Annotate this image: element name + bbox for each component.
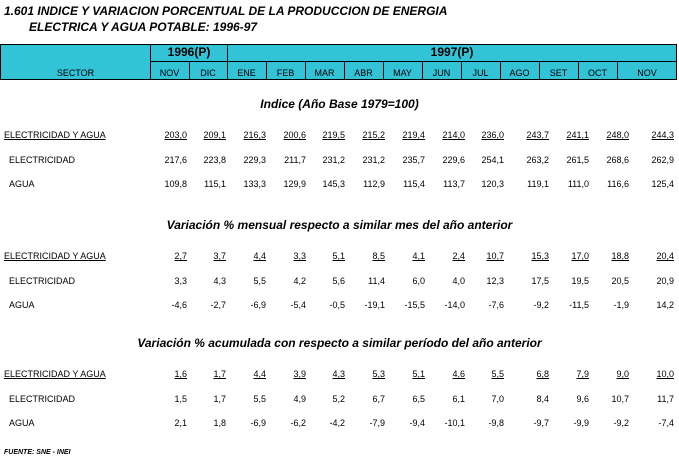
table-cell: 217,6 xyxy=(164,155,187,165)
header-column-divider xyxy=(383,61,384,80)
table-cell: 1,7 xyxy=(213,394,226,404)
table-cell: 243,7 xyxy=(526,130,549,140)
table-cell: 4,2 xyxy=(293,276,306,286)
table-cell: -7,4 xyxy=(658,418,674,428)
table-cell: 6,1 xyxy=(452,394,465,404)
table-cell: 5,5 xyxy=(253,276,266,286)
table-cell: 14,2 xyxy=(656,300,674,310)
table-cell: 9,0 xyxy=(616,369,629,379)
table-cell: 216,3 xyxy=(243,130,266,140)
row-label-total: ELECTRICIDAD Y AGUA xyxy=(4,130,106,140)
row-label: AGUA xyxy=(9,418,35,428)
table-cell: 3,3 xyxy=(293,251,306,261)
header-sector-label: SECTOR xyxy=(56,68,95,78)
table-cell: 200,6 xyxy=(283,130,306,140)
header-column-divider xyxy=(578,61,579,80)
table-cell: 133,3 xyxy=(243,179,266,189)
table-cell: 120,3 xyxy=(481,179,504,189)
header-month-label: NOV xyxy=(159,68,180,78)
table-cell: 7,9 xyxy=(576,369,589,379)
table-cell: 11,4 xyxy=(368,276,385,286)
table-cell: 248,0 xyxy=(606,130,629,140)
table-cell: 236,0 xyxy=(481,130,504,140)
table-cell: 231,2 xyxy=(322,155,345,165)
table-cell: 261,5 xyxy=(566,155,589,165)
table-cell: 3,9 xyxy=(293,369,306,379)
table-cell: 10,7 xyxy=(611,394,629,404)
header-column-divider xyxy=(461,61,462,80)
table-cell: -4,6 xyxy=(171,300,187,310)
table-cell: 1,8 xyxy=(213,418,226,428)
table-cell: 244,3 xyxy=(651,130,674,140)
table-cell: -4,2 xyxy=(329,418,345,428)
table-cell: -2,7 xyxy=(210,300,226,310)
row-label: ELECTRICIDAD xyxy=(9,276,76,286)
table-cell: -5,4 xyxy=(290,300,306,310)
table-cell: 4,1 xyxy=(412,251,425,261)
header-month-label: FEB xyxy=(276,68,295,78)
table-cell: 112,9 xyxy=(363,179,385,189)
table-cell: 20,5 xyxy=(611,276,629,286)
table-cell: 215,2 xyxy=(362,130,385,140)
header-month-label: DIC xyxy=(200,68,216,78)
table-cell: 17,0 xyxy=(571,251,589,261)
table-cell: 20,9 xyxy=(656,276,674,286)
table-cell: 19,5 xyxy=(571,276,589,286)
table-cell: -9,2 xyxy=(613,418,629,428)
table-cell: 263,2 xyxy=(526,155,549,165)
table-cell: 254,1 xyxy=(481,155,504,165)
table-cell: -0,5 xyxy=(329,300,345,310)
table-cell: -9,4 xyxy=(409,418,425,428)
source-footnote: FUENTE: SNE - INEI xyxy=(4,449,71,456)
table-cell: 229,3 xyxy=(243,155,266,165)
header-year-1996: 1996(P) xyxy=(167,45,211,59)
table-title-line2: ELECTRICA Y AGUA POTABLE: 1996-97 xyxy=(29,20,258,34)
table-cell: 5,5 xyxy=(253,394,266,404)
header-column-divider xyxy=(305,61,306,80)
table-cell: 116,6 xyxy=(607,179,629,189)
header-column-divider xyxy=(617,61,618,80)
header-month-label: NOV xyxy=(637,68,657,78)
table-cell: 4,6 xyxy=(452,369,465,379)
table-cell: 231,2 xyxy=(362,155,385,165)
table-cell: 2,4 xyxy=(452,251,465,261)
table-cell: 11,7 xyxy=(657,394,674,404)
header-month-label: MAR xyxy=(314,68,335,78)
table-cell: 12,3 xyxy=(486,276,504,286)
table-cell: 211,7 xyxy=(284,155,306,165)
table-cell: 223,8 xyxy=(203,155,226,165)
table-cell: -6,9 xyxy=(250,300,266,310)
header-column-divider xyxy=(539,61,540,80)
section-title: Variación % acumulada con respecto a similar período del año anterior xyxy=(137,336,542,350)
table-cell: 8,5 xyxy=(372,251,385,261)
table-cell: 1,5 xyxy=(174,394,187,404)
section-title: Variación % mensual respecto a similar mes del año anterior xyxy=(166,218,513,232)
table-cell: 203,0 xyxy=(164,130,187,140)
table-cell: 4,3 xyxy=(332,369,345,379)
header-column-divider xyxy=(500,61,501,80)
table-cell: 7,0 xyxy=(491,394,504,404)
table-cell: 2,7 xyxy=(174,251,187,261)
table-cell: 129,9 xyxy=(283,179,306,189)
row-label: AGUA xyxy=(9,179,35,189)
table-cell: 18,8 xyxy=(611,251,629,261)
header-column-divider xyxy=(266,61,267,80)
table-cell: 235,7 xyxy=(402,155,425,165)
table-cell: 8,4 xyxy=(536,394,549,404)
table-cell: 4,9 xyxy=(293,394,306,404)
table-cell: 111,0 xyxy=(567,179,589,189)
header-column-divider xyxy=(227,61,228,80)
table-cell: 109,8 xyxy=(164,179,187,189)
row-label-total: ELECTRICIDAD Y AGUA xyxy=(4,251,106,261)
table-cell: 229,6 xyxy=(442,155,465,165)
table-cell: 219,4 xyxy=(402,130,425,140)
table-cell: 10,7 xyxy=(486,251,504,261)
header-year-1997: 1997(P) xyxy=(430,45,474,59)
table-cell: 4,4 xyxy=(253,251,266,261)
table-cell: 15,3 xyxy=(531,251,549,261)
table-cell: -6,2 xyxy=(290,418,306,428)
table-cell: 4,0 xyxy=(452,276,465,286)
table-title-line1: 1.601 INDICE Y VARIACION PORCENTUAL DE LA PRODUCCION DE ENERGIA xyxy=(4,4,448,18)
table-cell: 3,7 xyxy=(213,251,226,261)
row-label-total: ELECTRICIDAD Y AGUA xyxy=(4,369,106,379)
table-cell: -15,5 xyxy=(404,300,425,310)
table-cell: 113,7 xyxy=(443,179,465,189)
table-cell: 145,3 xyxy=(322,179,345,189)
table-cell: 5,1 xyxy=(332,251,345,261)
table-cell: 20,4 xyxy=(656,251,674,261)
table-cell: 214,0 xyxy=(442,130,465,140)
header-month-label: JUN xyxy=(432,68,451,78)
table-cell: 115,1 xyxy=(204,179,226,189)
table-cell: 2,1 xyxy=(174,418,187,428)
table-cell: -9,2 xyxy=(533,300,549,310)
header-column-divider xyxy=(344,61,345,80)
table-cell: 115,4 xyxy=(403,179,425,189)
table-cell: -6,9 xyxy=(250,418,266,428)
section-title: Indice (Año Base 1979=100) xyxy=(260,97,419,111)
header-column-divider xyxy=(422,61,423,80)
header-month-label: JUL xyxy=(472,68,489,78)
table-cell: 3,3 xyxy=(174,276,187,286)
table-cell: -7,6 xyxy=(488,300,504,310)
table-cell: 119,1 xyxy=(527,179,549,189)
table-cell: 5,1 xyxy=(412,369,425,379)
table-cell: 5,6 xyxy=(332,276,345,286)
header-month-label: MAY xyxy=(393,68,412,78)
table-cell: 5,3 xyxy=(372,369,385,379)
table-cell: 10,0 xyxy=(656,369,674,379)
table-cell: -7,9 xyxy=(369,418,385,428)
table-cell: 6,8 xyxy=(536,369,549,379)
row-label: ELECTRICIDAD xyxy=(9,394,76,404)
table-cell: 219,5 xyxy=(322,130,345,140)
row-label: ELECTRICIDAD xyxy=(9,155,76,165)
table-cell: -19,1 xyxy=(364,300,385,310)
header-column-divider xyxy=(189,61,190,80)
table-cell: 4,3 xyxy=(213,276,226,286)
table-cell: 5,2 xyxy=(332,394,345,404)
table-cell: -14,0 xyxy=(444,300,465,310)
table-cell: 6,0 xyxy=(412,276,425,286)
table-cell: -9,8 xyxy=(488,418,504,428)
header-month-label: ENE xyxy=(237,68,256,78)
table-cell: 125,4 xyxy=(651,179,674,189)
header-month-label: OCT xyxy=(588,68,607,78)
header-month-label: ABR xyxy=(354,68,373,78)
table-cell: -1,9 xyxy=(613,300,629,310)
table-cell: 241,1 xyxy=(566,130,589,140)
table-cell: -10,1 xyxy=(444,418,465,428)
table-cell: -11,5 xyxy=(569,300,589,310)
row-label: AGUA xyxy=(9,300,35,310)
table-cell: 268,6 xyxy=(606,155,629,165)
table-cell: -9,7 xyxy=(533,418,549,428)
table-cell: 209,1 xyxy=(203,130,226,140)
table-cell: 6,7 xyxy=(372,394,385,404)
table-cell: -9,9 xyxy=(573,418,589,428)
table-cell: 4,4 xyxy=(253,369,266,379)
table-cell: 6,5 xyxy=(412,394,425,404)
table-cell: 1,7 xyxy=(213,369,226,379)
header-month-label: SET xyxy=(549,68,568,78)
table-cell: 262,9 xyxy=(651,155,674,165)
table-cell: 9,6 xyxy=(576,394,589,404)
table-cell: 5,5 xyxy=(491,369,504,379)
table-cell: 1,6 xyxy=(174,369,187,379)
table-cell: 17,5 xyxy=(531,276,549,286)
header-month-label: AGO xyxy=(509,68,530,78)
